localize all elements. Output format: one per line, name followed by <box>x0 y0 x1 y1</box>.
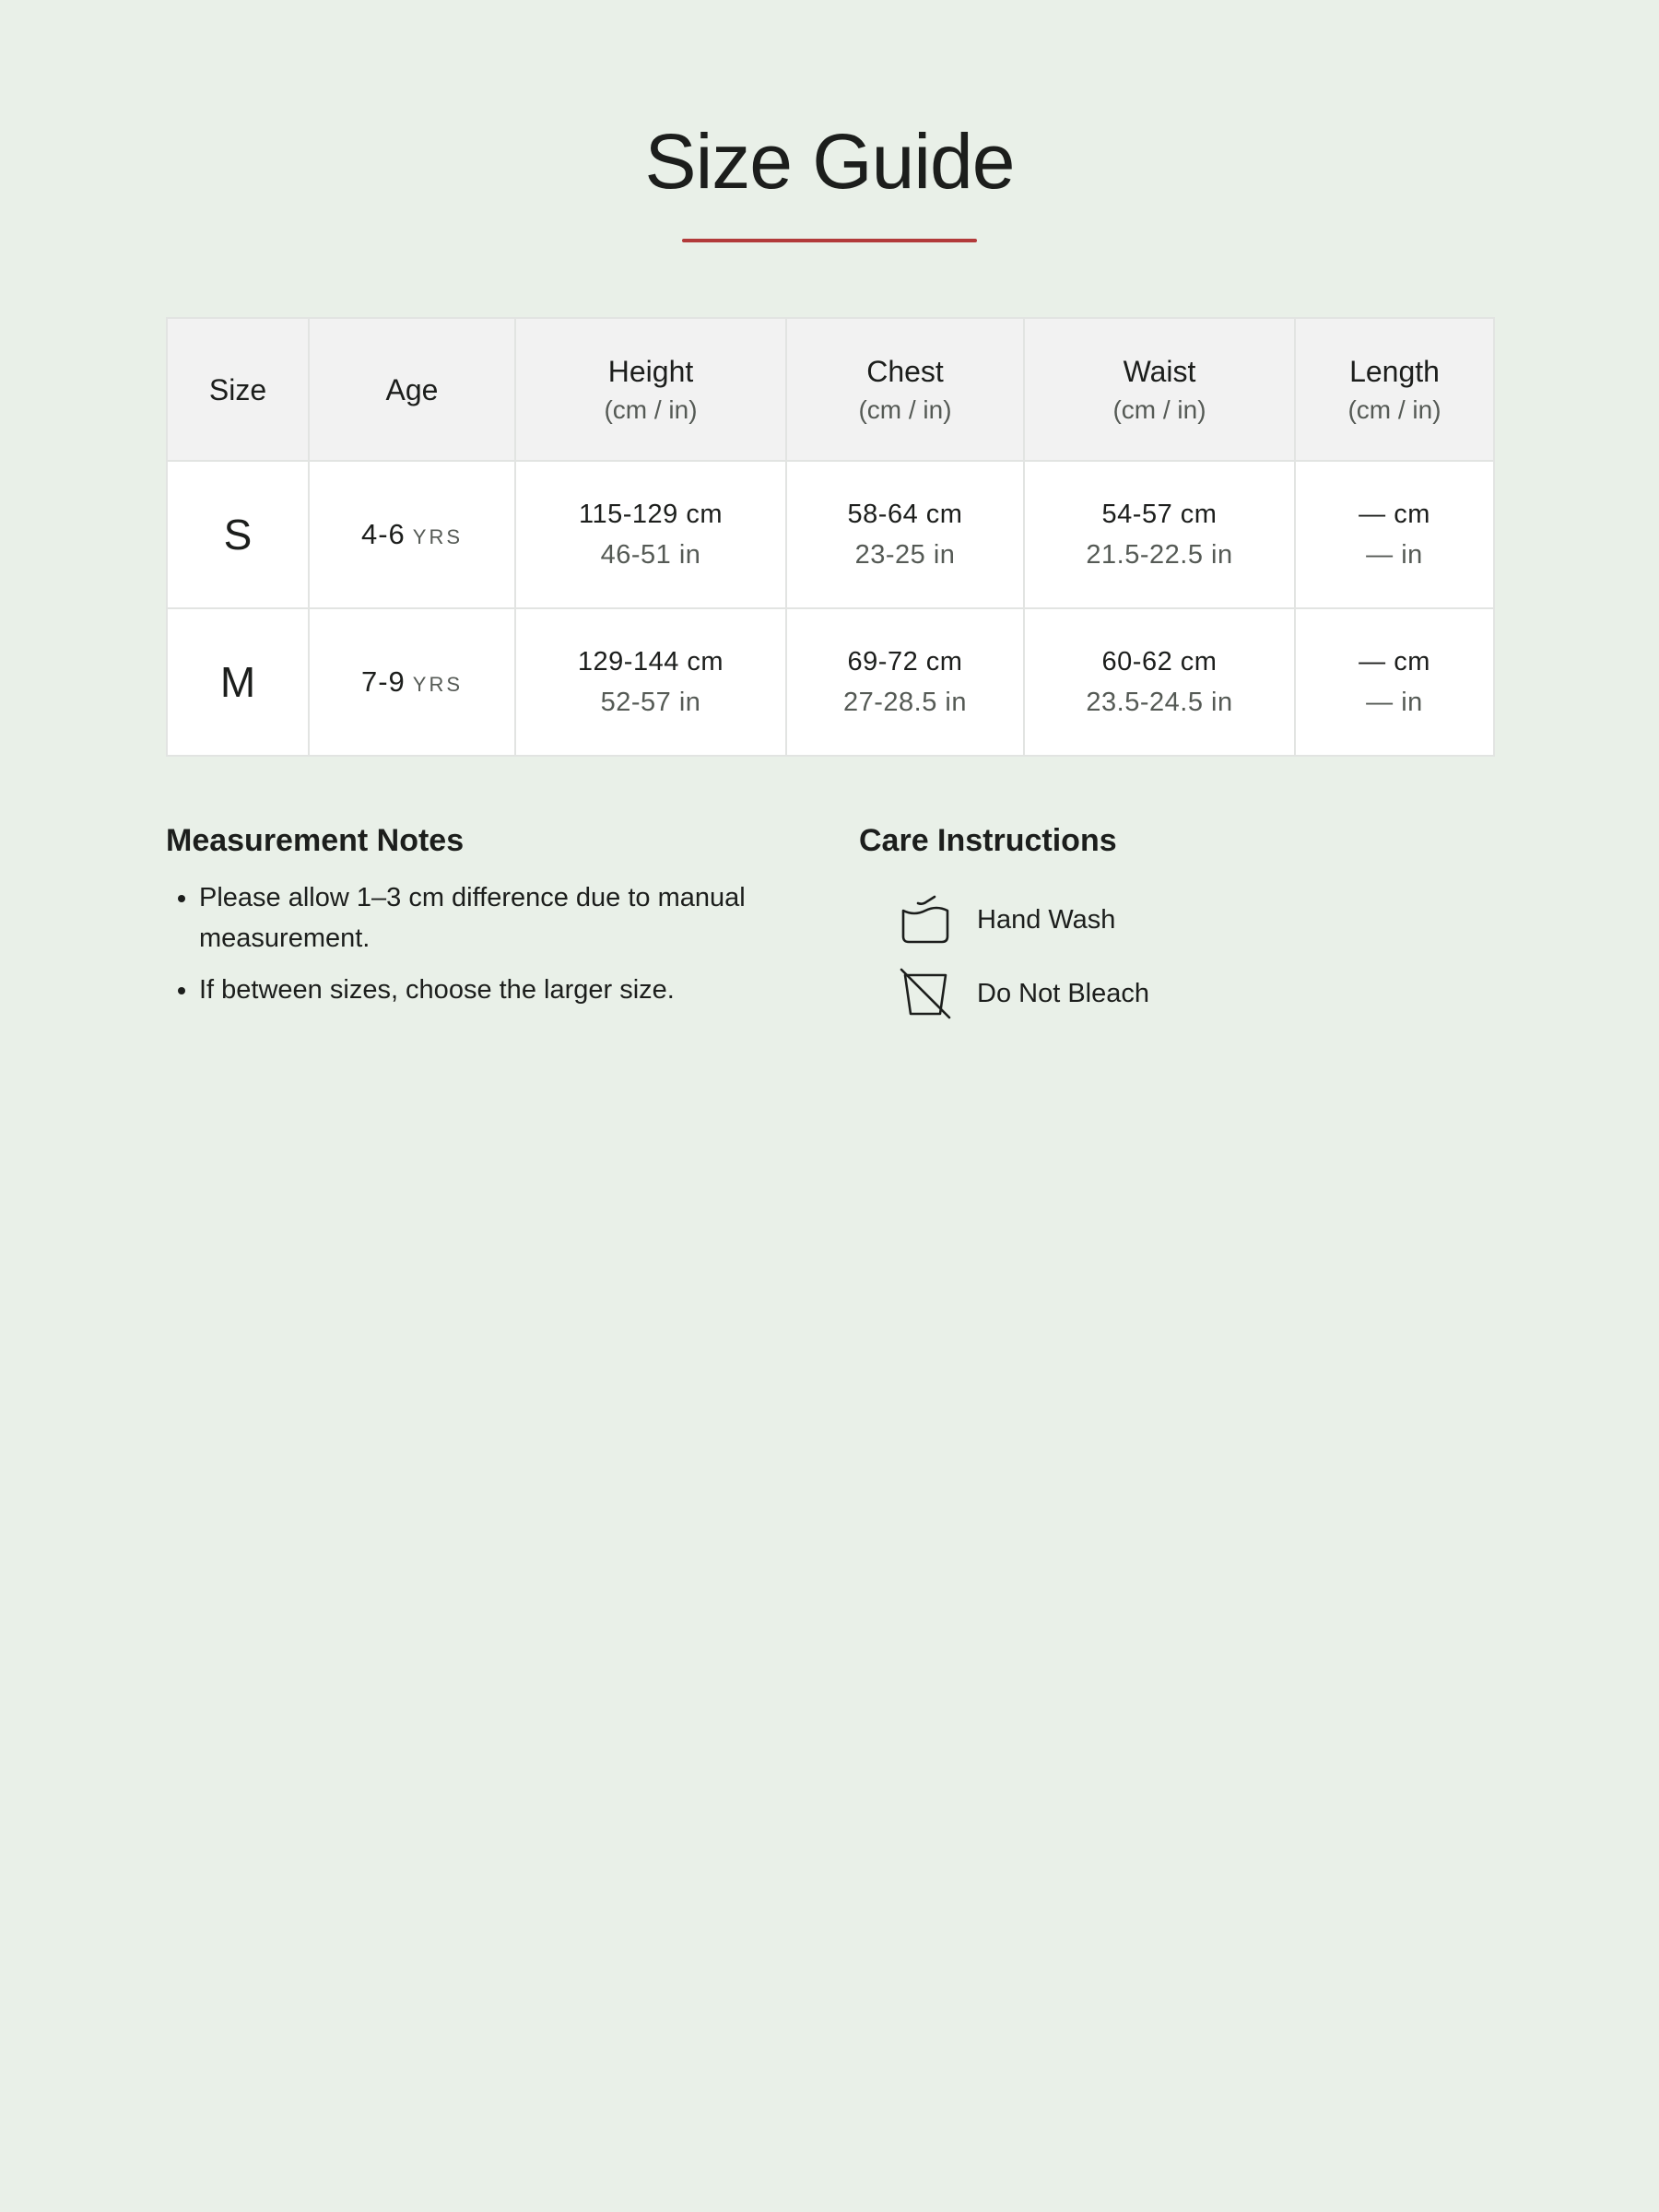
age-cell <box>309 461 515 608</box>
in-value: 46-51 in <box>600 540 701 570</box>
column-header-height <box>515 318 786 461</box>
title-underline <box>682 239 977 242</box>
cm-value: 58-64 cm <box>847 500 963 529</box>
column-header-age <box>309 318 515 461</box>
column-header-label: Length <box>1349 354 1440 388</box>
in-value: 21.5-22.5 in <box>1086 540 1233 570</box>
list-item: • Please allow 1–3 cm difference due to manual measurement. <box>199 877 811 959</box>
table-header <box>167 318 1494 461</box>
age-value: 7-9 <box>360 665 406 698</box>
column-header-label: Height <box>607 354 694 388</box>
do-not-bleach-icon <box>900 968 951 1019</box>
in-value: 52-57 in <box>600 688 701 717</box>
height-cell <box>515 608 786 756</box>
column-header-label: Chest <box>866 354 944 388</box>
care-item-hand-wash <box>859 883 1504 957</box>
column-header-unit: (cm / in) <box>1112 394 1206 424</box>
length-cell <box>1295 461 1494 608</box>
page-title: Size Guide <box>644 118 1015 205</box>
cm-value: 60-62 cm <box>1101 647 1218 677</box>
measurement-notes-list <box>166 877 811 1010</box>
waist-cell <box>1024 461 1295 608</box>
care-instructions-section <box>859 818 1504 1030</box>
cm-value: 115-129 cm <box>579 500 723 529</box>
size-cell: M <box>167 608 309 756</box>
column-header-label: Waist <box>1123 354 1196 388</box>
cm-value: 54-57 cm <box>1101 500 1218 529</box>
chest-cell <box>786 608 1024 756</box>
age-value: 4-6 <box>360 518 406 550</box>
list-item: • If between sizes, choose the larger size. <box>199 970 811 1010</box>
in-value: 23-25 in <box>854 540 956 570</box>
column-header-chest <box>786 318 1024 461</box>
care-item-do-not-bleach <box>859 957 1504 1030</box>
size-cell: S <box>167 461 309 608</box>
height-cell <box>515 461 786 608</box>
table-row-m <box>167 608 1494 756</box>
column-header-label: Age <box>385 372 439 406</box>
age-unit: YRS <box>412 673 464 696</box>
care-instructions-list <box>859 883 1504 1030</box>
size-table <box>166 317 1495 757</box>
cm-value: 129-144 cm <box>577 647 724 677</box>
cm-value: 69-72 cm <box>847 647 963 677</box>
column-header-length <box>1295 318 1494 461</box>
measurement-notes-heading: Measurement Notes <box>166 823 465 858</box>
in-value: — in <box>1366 540 1423 570</box>
care-label: Hand Wash <box>977 905 1116 935</box>
cm-value: — cm <box>1359 500 1430 529</box>
age-cell <box>309 608 515 756</box>
chest-cell <box>786 461 1024 608</box>
column-header-unit: (cm / in) <box>604 394 698 424</box>
in-value: — in <box>1366 688 1423 717</box>
column-header-size <box>167 318 309 461</box>
column-header-unit: (cm / in) <box>858 394 952 424</box>
care-label: Do Not Bleach <box>977 979 1149 1008</box>
care-instructions-heading: Care Instructions <box>859 823 1117 858</box>
column-header-waist <box>1024 318 1295 461</box>
length-cell <box>1295 608 1494 756</box>
column-header-label: Size <box>208 372 267 406</box>
table-row-s <box>167 461 1494 608</box>
column-header-unit: (cm / in) <box>1347 394 1441 424</box>
in-value: 27-28.5 in <box>843 688 967 717</box>
cm-value: — cm <box>1359 647 1430 677</box>
hand-wash-icon <box>900 894 951 946</box>
waist-cell <box>1024 608 1295 756</box>
measurement-notes-section <box>166 818 811 1021</box>
age-unit: YRS <box>412 525 464 548</box>
in-value: 23.5-24.5 in <box>1086 688 1233 717</box>
